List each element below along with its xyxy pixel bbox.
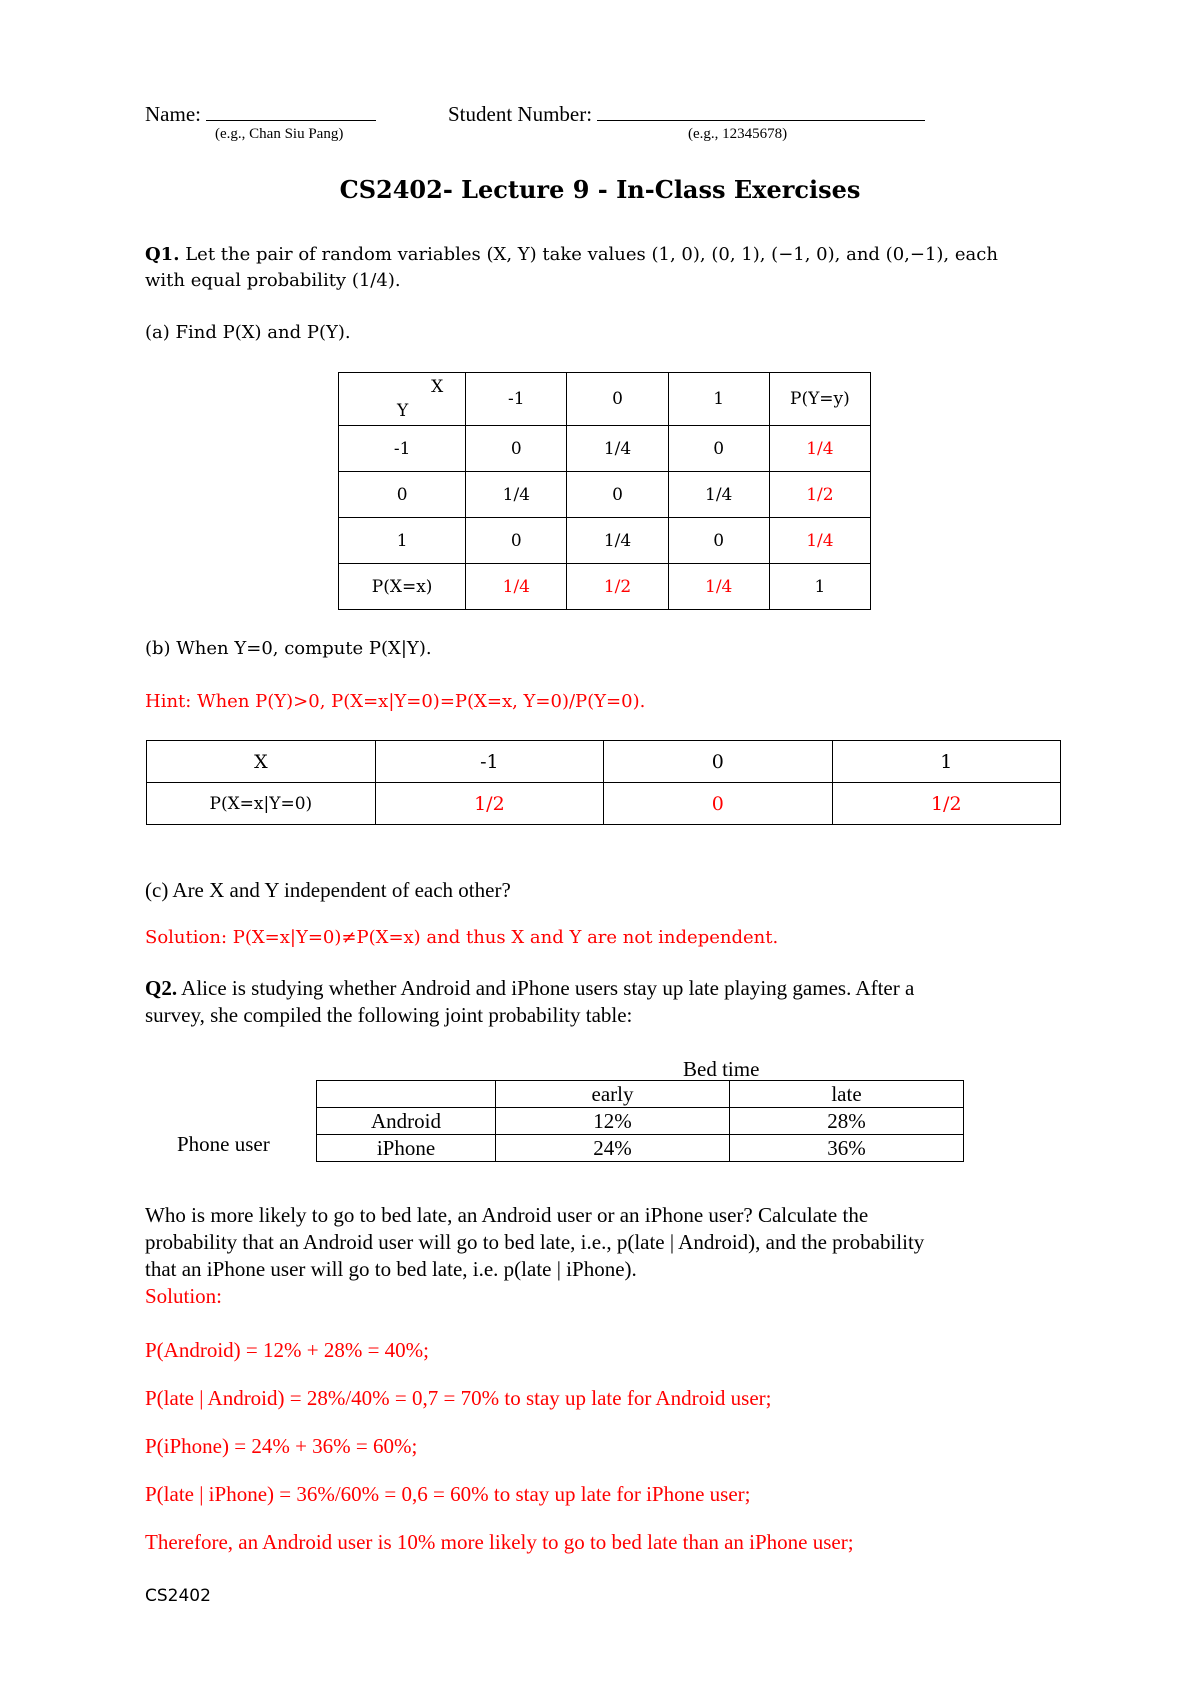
table-row xyxy=(339,472,871,518)
table-row xyxy=(339,518,871,564)
table-cell: 1 xyxy=(832,741,1060,783)
student-number-blank[interactable] xyxy=(597,100,925,121)
table-row xyxy=(339,426,871,472)
q1-solution-c: Solution: P(X=x|Y=0)≠P(X=x) and thus X and Y are not independent. xyxy=(145,927,779,948)
marginal-cell: 1/4 xyxy=(466,564,567,610)
marginal-cell: 1/4 xyxy=(668,564,769,610)
student-number-field-label xyxy=(448,100,925,127)
student-label-text: Student Number: xyxy=(448,102,593,126)
q1-part-a: (a) Find P(X) and P(Y). xyxy=(145,322,351,343)
table-cell: 0 xyxy=(604,741,832,783)
table-cell: 0 xyxy=(466,426,567,472)
col-group-label: Bed time xyxy=(683,1057,760,1081)
q2-question-line2: probability that an Android user will go to bed late, i.e., p(late | Android), and the probability xyxy=(145,1230,925,1254)
name-label-text: Name: xyxy=(145,102,201,126)
table-row xyxy=(339,373,871,426)
total-cell: 1 xyxy=(769,564,870,610)
page-title: CS2402- Lecture 9 - In-Class Exercises xyxy=(339,175,861,204)
table-cell: 12% xyxy=(496,1108,730,1135)
row-header: iPhone xyxy=(317,1135,496,1162)
table-cell: 0 xyxy=(567,472,668,518)
joint-probability-table xyxy=(338,372,871,610)
table-cell: -1 xyxy=(375,741,603,783)
corner-cell xyxy=(339,373,466,426)
col-header: early xyxy=(496,1081,730,1108)
q2-solution-line: P(iPhone) = 24% + 36% = 60%; xyxy=(145,1434,418,1458)
table-row xyxy=(147,783,1061,825)
q1-label: Q1. xyxy=(145,244,180,265)
col-header: 1 xyxy=(668,373,769,426)
marginal-cell: 1/4 xyxy=(769,426,870,472)
table-cell: 1/4 xyxy=(567,426,668,472)
empty-header-cell xyxy=(317,1081,496,1108)
name-blank[interactable] xyxy=(206,100,376,121)
q1-text: Let the pair of random variables (X, Y) take values (1, 0), (0, 1), (−1, 0), and (0,−1), each xyxy=(185,244,998,265)
q1-text-line1 xyxy=(145,244,998,265)
row-group-label: Phone user xyxy=(177,1132,270,1156)
table-cell: 0 xyxy=(604,783,832,825)
q2-question-line3: that an iPhone user will go to bed late, i.e. p(late | iPhone). xyxy=(145,1257,637,1281)
col-header: 0 xyxy=(567,373,668,426)
q1-part-b: (b) When Y=0, compute P(X|Y). xyxy=(145,638,432,659)
q2-solution-line: P(late | Android) = 28%/40% = 0,7 = 70% to stay up late for Android user; xyxy=(145,1386,772,1410)
table-row xyxy=(317,1135,964,1162)
table-row xyxy=(317,1108,964,1135)
q2-solution-line: P(Android) = 12% + 28% = 40%; xyxy=(145,1338,430,1362)
q2-solution-line: Therefore, an Android user is 10% more likely to go to bed late than an iPhone user; xyxy=(145,1530,854,1554)
row-header: P(X=x) xyxy=(339,564,466,610)
row-header: X xyxy=(147,741,376,783)
q2-text: Alice is studying whether Android and iPhone users stay up late playing games. After a xyxy=(177,976,915,1000)
marginal-cell: 1/2 xyxy=(567,564,668,610)
q2-question-line1: Who is more likely to go to bed late, an Android user or an iPhone user? Calculate the xyxy=(145,1203,869,1227)
name-hint: (e.g., Chan Siu Pang) xyxy=(215,126,344,142)
row-header: Android xyxy=(317,1108,496,1135)
q2-text-line1 xyxy=(145,976,914,1001)
table-row xyxy=(339,564,871,610)
table-cell: 28% xyxy=(730,1108,964,1135)
table-cell: 24% xyxy=(496,1135,730,1162)
q1-text-line2: with equal probability (1/4). xyxy=(145,270,401,291)
table-cell: 1/2 xyxy=(375,783,603,825)
corner-x-label: X xyxy=(431,377,444,397)
table-cell: 1/4 xyxy=(466,472,567,518)
joint-probability-table-2 xyxy=(316,1080,964,1162)
row-header: 1 xyxy=(339,518,466,564)
col-header: -1 xyxy=(466,373,567,426)
q2-text-line2: survey, she compiled the following joint probability table: xyxy=(145,1003,633,1027)
row-header: P(X=x|Y=0) xyxy=(147,783,376,825)
q2-solution-line: P(late | iPhone) = 36%/60% = 0,6 = 60% to stay up late for iPhone user; xyxy=(145,1482,751,1506)
table-cell: 1/2 xyxy=(832,783,1060,825)
student-number-hint: (e.g., 12345678) xyxy=(688,126,788,142)
q2-label: Q2. xyxy=(145,976,178,1000)
table-cell: 1/4 xyxy=(567,518,668,564)
table-cell: 1/4 xyxy=(668,472,769,518)
row-header: -1 xyxy=(339,426,466,472)
col-header: P(Y=y) xyxy=(769,373,870,426)
row-header: 0 xyxy=(339,472,466,518)
table-row xyxy=(317,1081,964,1108)
q2-solution-label: Solution: xyxy=(145,1284,223,1308)
table-row xyxy=(147,741,1061,783)
table-cell: 0 xyxy=(668,426,769,472)
col-header: late xyxy=(730,1081,964,1108)
marginal-cell: 1/4 xyxy=(769,518,870,564)
conditional-probability-table xyxy=(146,740,1061,825)
table-cell: 0 xyxy=(668,518,769,564)
q1-hint: Hint: When P(Y)>0, P(X=x|Y=0)=P(X=x, Y=0)/P(Y=0). xyxy=(145,691,646,712)
page-footer: CS2402 xyxy=(145,1586,211,1606)
marginal-cell: 1/2 xyxy=(769,472,870,518)
q1-part-c: (c) Are X and Y independent of each other? xyxy=(145,878,511,902)
corner-y-label: Y xyxy=(397,401,409,421)
name-field-label xyxy=(145,100,376,127)
table-cell: 36% xyxy=(730,1135,964,1162)
table-cell: 0 xyxy=(466,518,567,564)
